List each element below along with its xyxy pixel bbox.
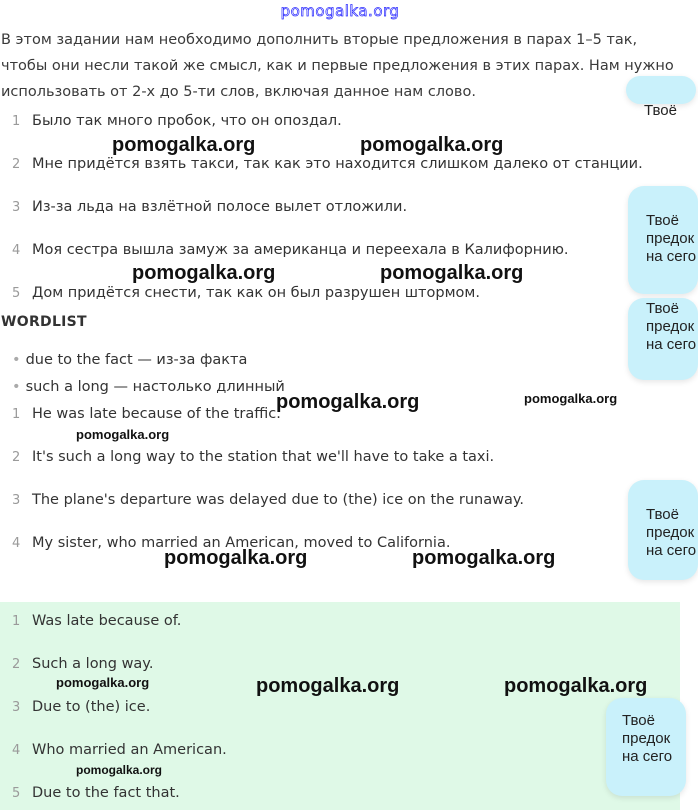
- watermark: pomogalka.org: [76, 763, 163, 777]
- number-label: 3: [12, 200, 21, 215]
- bubble-line-2: предок: [646, 318, 695, 335]
- bubble-line-3: на сего: [646, 542, 697, 559]
- number-label: 1: [12, 614, 21, 629]
- bubble-line-2: предок: [646, 524, 695, 541]
- answer-text: Such a long way.: [32, 656, 154, 672]
- watermark: pomogalka.org: [524, 391, 618, 406]
- answer-text: Due to the fact that.: [32, 785, 180, 801]
- sentence-text: He was late because of the traffic.: [32, 406, 281, 422]
- wordlist-text: such a long — настолько длинный: [25, 379, 285, 395]
- answer-text: Was late because of.: [32, 613, 182, 629]
- watermark: pomogalka.org: [164, 547, 308, 569]
- number-label: 4: [12, 243, 21, 258]
- chat-bubble-3[interactable]: [628, 298, 698, 380]
- chat-bubble-1[interactable]: [626, 76, 696, 119]
- chat-bubble-5[interactable]: [606, 698, 686, 796]
- answer-text: Who married an American.: [32, 742, 227, 758]
- number-label: 2: [12, 657, 21, 672]
- wordlist-item: [12, 379, 285, 395]
- bubble-line-3: на сего: [646, 248, 697, 265]
- sentence-text: My sister, who married an American, moved to California.: [32, 535, 451, 551]
- watermark: pomogalka.org: [412, 547, 556, 569]
- number-label: 3: [12, 493, 21, 508]
- bubble-line-3: на сего: [646, 336, 697, 353]
- sentence-text: The plane's departure was delayed due to (the) ice on the runaway.: [32, 492, 524, 508]
- bubble-line-3: на сего: [622, 748, 673, 765]
- sentence-text: Мне придётся взять такси, так как это находится слишком далеко от станции.: [32, 156, 643, 172]
- wordlist-text: due to the fact — из-за факта: [25, 352, 248, 368]
- number-label: 2: [12, 450, 21, 465]
- number-label: 5: [12, 286, 21, 301]
- sentence-text: Моя сестра вышла замуж за американца и переехала в Калифорнию.: [32, 242, 569, 258]
- site-watermark-top: pomogalka.org: [280, 2, 400, 20]
- number-label: 2: [12, 157, 21, 172]
- number-label: 4: [12, 536, 21, 551]
- chat-bubble-2[interactable]: [628, 186, 698, 294]
- watermark: pomogalka.org: [76, 427, 170, 442]
- sentence-text: Было так много пробок, что он опоздал.: [32, 113, 342, 129]
- number-label: 4: [12, 743, 21, 758]
- watermark: pomogalka.org: [256, 675, 400, 697]
- bubble-line-1: Твоё: [646, 506, 679, 523]
- chat-bubble-4[interactable]: [628, 480, 698, 580]
- bubble-line-1: Твоё: [622, 712, 655, 729]
- watermark: pomogalka.org: [360, 134, 504, 156]
- number-label: 1: [12, 407, 21, 422]
- task-intro: В этом задании нам необходимо дополнить вторые предложения в парах 1–5 так, чтобы они несли такой же смысл, как и первые предложения в этих парах. Нам нужно использовать от 2-х до 5-ти слов, включая данное нам слово.: [1, 32, 674, 100]
- answer-text: Due to (the) ice.: [32, 699, 151, 715]
- watermark: pomogalka.org: [276, 391, 420, 413]
- bubble-line-2: предок: [622, 730, 671, 747]
- watermark: pomogalka.org: [56, 675, 150, 690]
- bullet-icon: •: [12, 352, 21, 368]
- bullet-icon: •: [12, 379, 21, 395]
- bubble-line-2: предок: [646, 230, 695, 247]
- number-label: 5: [12, 786, 21, 801]
- wordlist-item: [12, 352, 247, 368]
- sentence-text: Из-за льда на взлётной полосе вылет отложили.: [32, 199, 408, 215]
- sentence-text: It's such a long way to the station that we'll have to take a taxi.: [32, 449, 495, 465]
- number-label: 3: [12, 700, 21, 715]
- sentence-text: Дом придётся снести, так как он был разрушен штормом.: [32, 285, 480, 301]
- watermark: pomogalka.org: [380, 262, 524, 284]
- number-label: 1: [12, 114, 21, 129]
- bubble-line-1: Твоё: [644, 102, 677, 119]
- watermark: pomogalka.org: [504, 675, 648, 697]
- watermark: pomogalka.org: [132, 262, 276, 284]
- bubble-line-1: Твоё: [646, 300, 679, 317]
- wordlist-title: WORDLIST: [1, 314, 87, 330]
- bubble-line-1: Твоё: [646, 212, 679, 229]
- watermark: pomogalka.org: [112, 134, 256, 156]
